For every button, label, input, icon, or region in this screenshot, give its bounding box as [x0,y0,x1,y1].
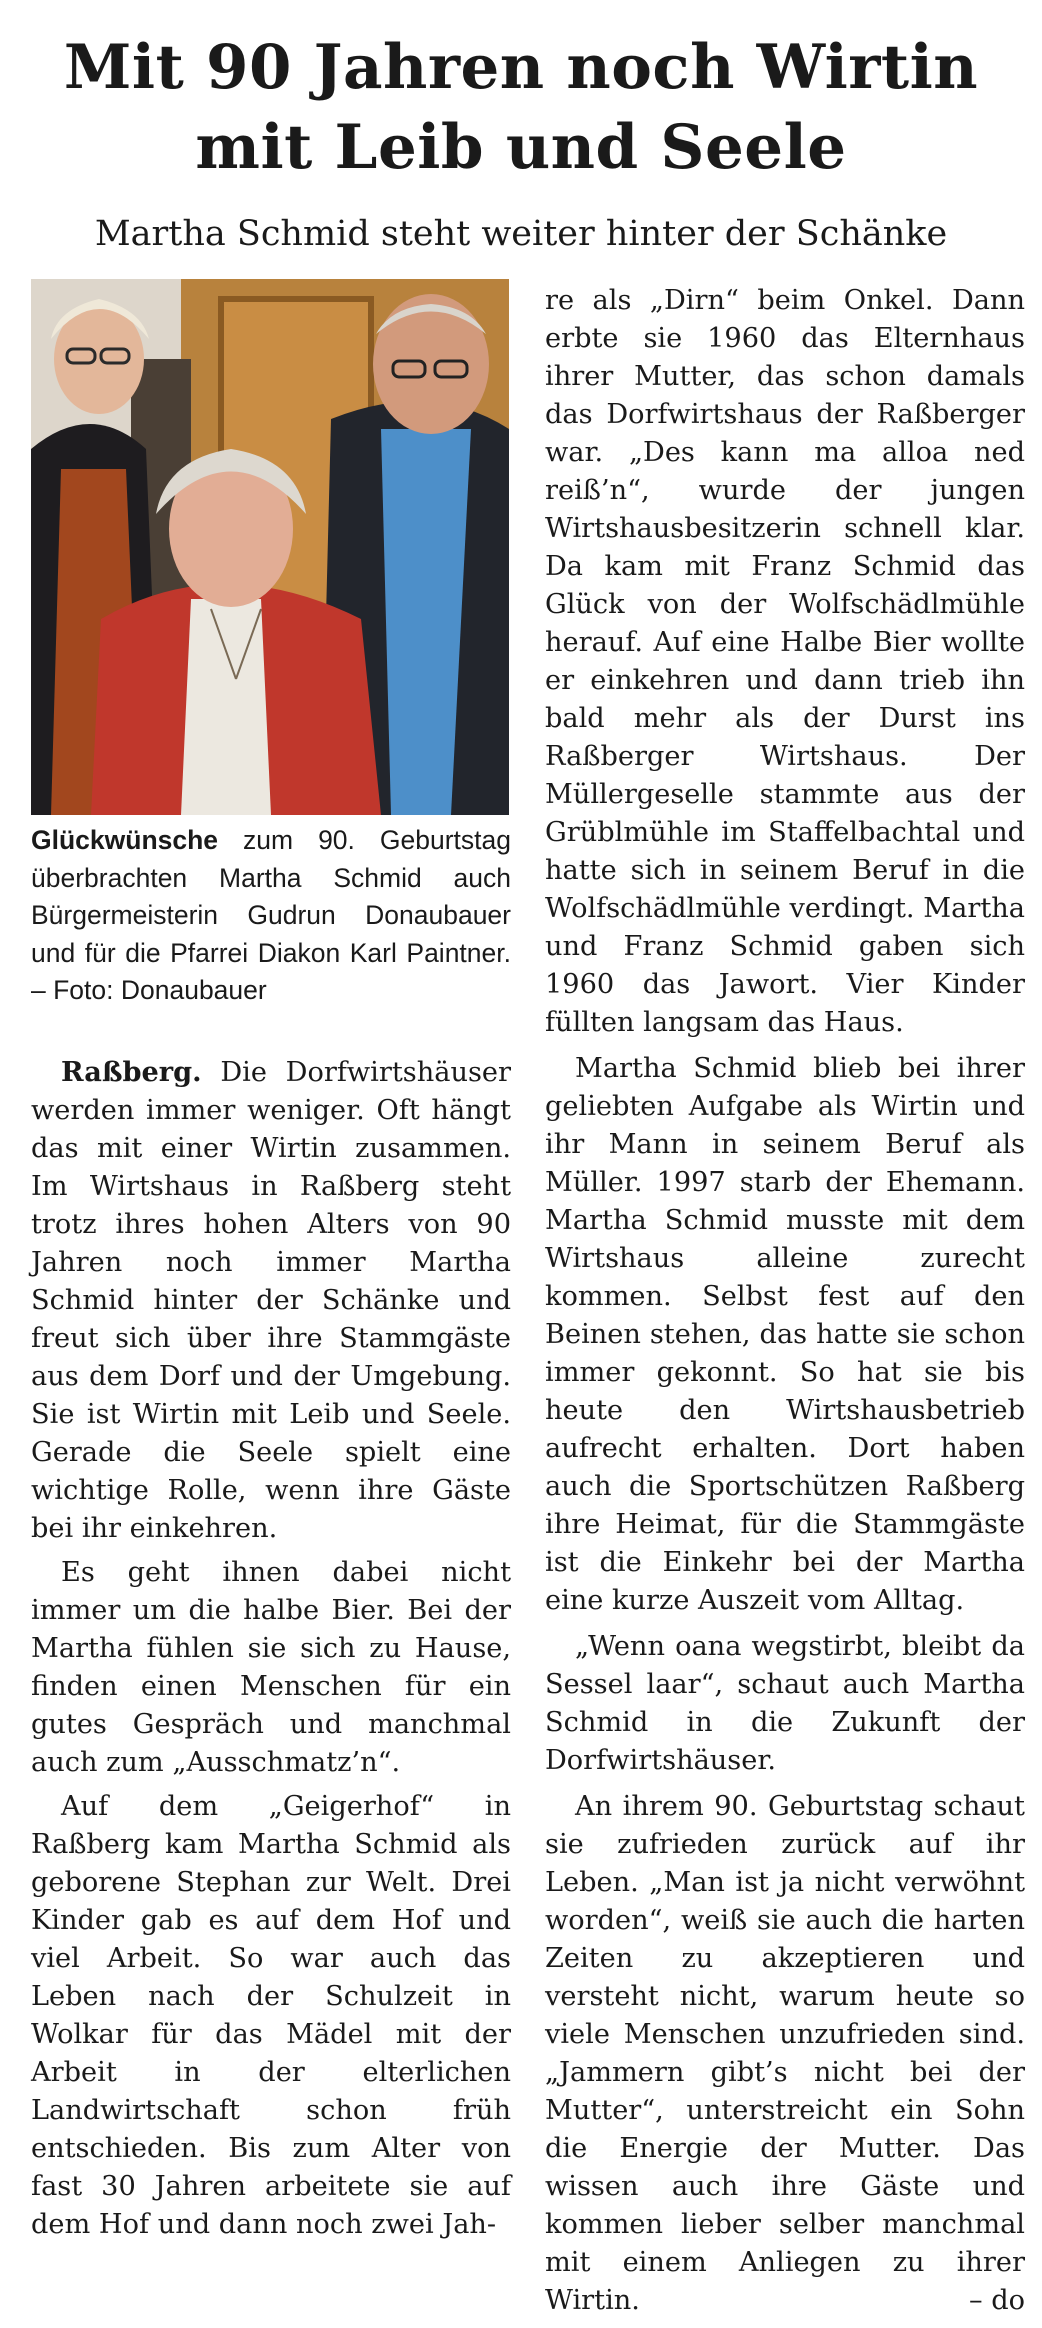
paragraph-5: „Wenn oana wegstirbt, bleibt da Sessel laar“, schaut auch Martha Schmid in die Zukunft der Dorfwirtshäuser. [545,1631,1025,1776]
article-photo [31,279,509,815]
photo-caption [31,822,511,1010]
article-column-1 [31,1053,511,2250]
paragraph-3: Auf dem „Geigerhof“ in Raßberg kam Martha Schmid als geborene Stephan zur Welt. Drei Kinder gab es auf dem Hof und viel Arbeit. So war auch das Leben nach der Schulzeit in Wolkar für das Mädel mit der Arbeit in der elterlichen Landwirtschaft schon früh entschieden. Bis zum Alter von fast 30 Jahren arbeitete sie auf dem Hof und dann noch zwei Jah- [31,1791,511,2240]
photo-three-people-icon [31,279,509,815]
subheadline: Martha Schmid steht weiter hinter der Schänke [94,214,948,254]
headline [0,28,1042,188]
caption-lead: Glückwünsche [31,825,219,855]
paragraph-2: Es geht ihnen dabei nicht immer um die halbe Bier. Bei der Martha fühlen sie sich zu Hause, finden einen Menschen für ein gutes Gespräch und manchmal auch zum „Ausschmatz’n“. [31,1557,511,1778]
headline-line-2: mit Leib und Seele [195,112,847,183]
paragraph-6 [545,1788,1025,2320]
dateline: Raßberg. [61,1056,202,1088]
paragraph-6-text: An ihrem 90. Geburtstag schaut sie zufrieden zurück auf ihr Leben. „Man ist ja nicht verwöhnt worden“, weiß sie auch die harten Zeiten zu akzeptieren und versteht nicht, warum heute so viele Menschen unzufrieden sind. „Jammern gibt’s nicht bei der Mutter“, unterstreicht ein Sohn die Energie der Mutter. Das wissen auch ihre Gäste und kommen lieber selber manchmal mit einem Anliegen zu ihrer Wirtin. [545,1791,1025,2316]
author-signature: – do [968,2285,1025,2316]
article-column-2 [545,282,1025,2328]
paragraph-1 [31,1053,511,1548]
paragraph-1-text: Die Dorfwirtshäuser werden immer weniger. Oft hängt das mit einer Wirtin zusammen. Im Wirtshaus in Raßberg steht trotz ihres hohen Alters von 90 Jahren noch immer Martha Schmid hinter der Schänke und freut sich über ihre Stammgäste aus dem Dorf und der Umgebung. Sie ist Wirtin mit Leib und Seele. Gerade die Seele spielt eine wichtige Rolle, wenn ihre Gäste bei ihr einkehren. [31,1057,511,1544]
paragraph-3-continued: re als „Dirn“ beim Onkel. Dann erbte sie 1960 das Elternhaus ihrer Mutter, das schon damals das Dorfwirtshaus der Raßberger war. „Des kann ma alloa ned reiß’n“, wurde der jungen Wirtshausbesitzerin schnell klar. Da kam mit Franz Schmid das Glück von der Wolfschädlmühle herauf. Auf eine Halbe Bier wollte er einkehren und dann trieb ihn bald mehr als der Durst ins Raßberger Wirtshaus. Der Müllergeselle stammte aus der Grüblmühle im Staffelbachtal und hatte sich in seinem Beruf in die Wolfschädlmühle verdingt. Martha und Franz Schmid gaben sich 1960 das Jawort. Vier Kinder füllten langsam das Haus. [545,285,1025,1038]
paragraph-4: Martha Schmid blieb bei ihrer geliebten Aufgabe als Wirtin und ihr Mann in seinem Beruf als Müller. 1997 starb der Ehemann. Martha Schmid musste mit dem Wirtshaus alleine zurecht kommen. Selbst fest auf den Beinen stehen, das hatte sie schon immer gekonnt. So hat sie bis heute den Wirtshausbetrieb aufrecht erhalten. Dort haben auch die Sportschützen Raßberg ihre Heimat, für die Stammgäste ist die Einkehr bei der Martha eine kurze Auszeit vom Alltag. [545,1053,1025,1616]
headline-line-1: Mit 90 Jahren noch Wirtin [63,32,979,103]
caption-text: zum 90. Geburtstag überbrachten Martha Schmid auch Bürgermeisterin Gudrun Donaubauer und für die Pfarrei Diakon Karl Paintner. – Foto: Donaubauer [31,825,511,1006]
